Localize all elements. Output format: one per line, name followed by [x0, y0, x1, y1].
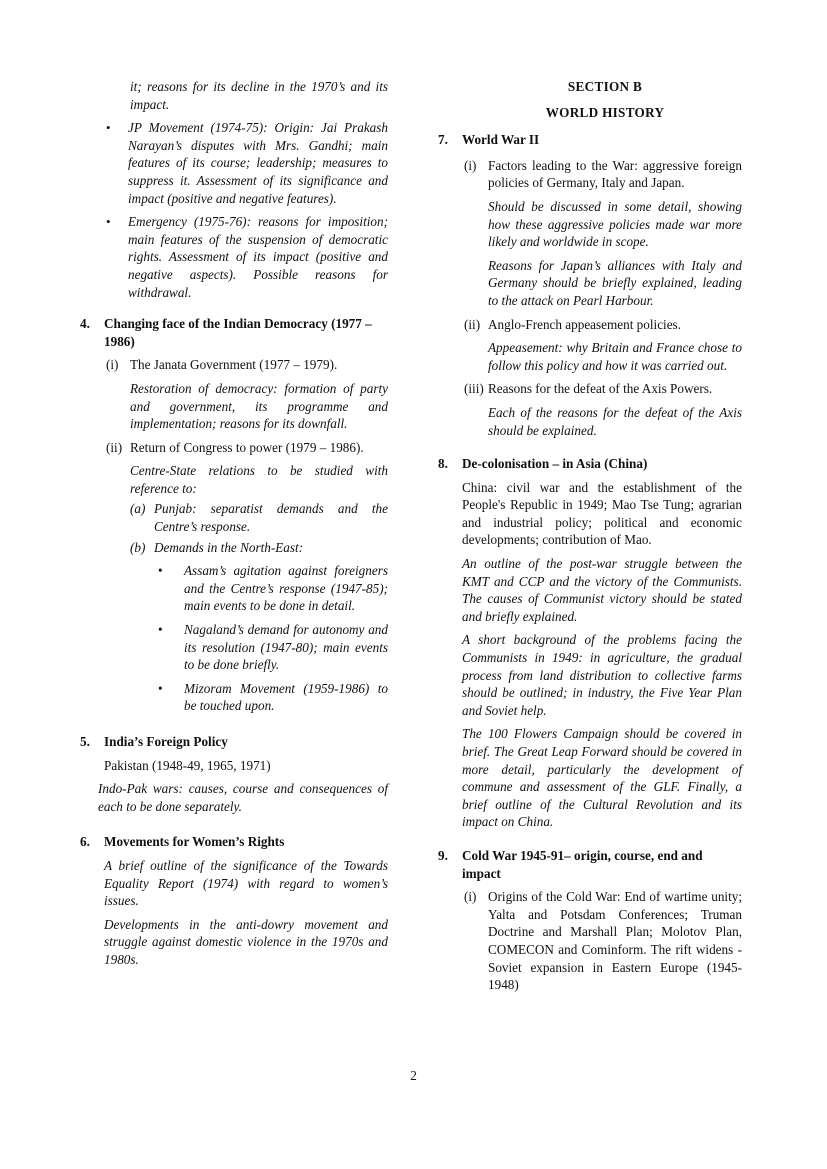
bullet-icon: •	[106, 214, 111, 230]
note: Indo-Pak wars: causes, course and consequences of each to be done separately.	[98, 781, 388, 814]
note: Reasons for Japan’s alliances with Italy and Germany should be briefly explained, leading to the attack on Pearl Harbour.	[488, 257, 742, 308]
list-item: • Mizoram Movement (1959-1986) to be touched upon.	[80, 680, 388, 715]
note: A short background of the problems facing the Communists in 1949: in agriculture, the gradual process from land distribution to collective farms should be outlined; in industry, the Five Year Plan and Soviet help.	[462, 632, 742, 718]
subitem-ii: (ii) Anglo-French appeasement policies.	[464, 316, 681, 332]
subitem-a: (a) Punjab: separatist demands and the Centre’s response.	[130, 501, 388, 535]
left-column	[80, 78, 388, 969]
note: Restoration of democracy: formation of party and government, its programme and implementation; reasons for its downfall.	[130, 380, 388, 432]
bullet-icon: •	[158, 563, 163, 579]
bullet-icon: •	[106, 120, 111, 136]
right-column	[438, 78, 742, 994]
list-item	[80, 213, 388, 301]
emergency-text: Emergency (1975-76): reasons for imposition; main features of the suspension of democratic rights. Assessment of its impact (positive and negative aspects). Possible reasons for withdrawal.	[128, 214, 388, 300]
body-text: China: civil war and the establishment of the People's Republic in 1949; Mao Tse Tung; agrarian and industrial policy; political and economic developments; contribution of Mao.	[462, 479, 742, 548]
list-item: • Assam’s agitation against foreigners and the Centre’s response (1947-85); main events to be done in detail.	[80, 562, 388, 615]
subitem-ii: (ii) Return of Congress to power (1979 – 1986).	[106, 439, 364, 455]
section-title: SECTION B	[567, 79, 643, 94]
subitem-iii: (iii) Reasons for the defeat of the Axis Powers.	[464, 381, 713, 397]
bullet-icon: •	[158, 680, 163, 696]
note: Appeasement: why Britain and France chose to follow this policy and how it was carried out.	[488, 340, 742, 373]
body-text: Pakistan (1948-49, 1965, 1971)	[104, 757, 271, 773]
list-item: • Nagaland’s demand for autonomy and its resolution (1947-80); main events to be done briefly.	[80, 621, 388, 674]
section-heading-8: 8. De-colonisation – in Asia (China)	[438, 456, 648, 472]
jp-movement-text: JP Movement (1974-75): Origin: Jai Prakash Narayan’s disputes with Mrs. Gandhi; main features of its course; leadership; measures to suppress it. Assessment of its significance and impact (positive and negative features).	[128, 120, 388, 206]
continued-text: it; reasons for its decline in the 1970’s and its impact.	[130, 79, 388, 112]
page-number: 2	[410, 1068, 417, 1083]
subitem-i: (i) Factors leading to the War: aggressive foreign policies of Germany, Italy and Japan.	[464, 157, 742, 191]
subject-title: WORLD HISTORY	[545, 104, 665, 120]
section-heading-6: 6. Movements for Women’s Rights	[80, 834, 285, 850]
note: A brief outline of the significance of the Towards Equality Report (1974) with regard to women’s issues.	[104, 857, 388, 909]
list-item	[80, 119, 388, 207]
section-heading-9: 9. Cold War 1945-91– origin, course, end and impact	[438, 847, 703, 881]
section-heading-5: 5. India’s Foreign Policy	[80, 734, 228, 749]
note: The 100 Flowers Campaign should be covered in brief. The Great Leap Forward should be covered in more detail, particularly the development of commune and assessment of the GLF. Finally, a brief outline of the Cultural Revolution and its impact on China.	[462, 726, 742, 830]
subitem-b: (b) Demands in the North-East:	[130, 539, 304, 555]
note: Should be discussed in some detail, showing how these aggressive policies made war more likely and worldwide in scope.	[488, 198, 742, 250]
subitem-i: (i) Origins of the Cold War: End of wartime unity; Yalta and Potsdam Conferences; Truman Doctrine and Marshall Plan; Molotov Plan, COMECON and Cominform. The rift widens - Soviet expansion in Eastern Europe (1945-1948)	[464, 889, 742, 993]
note: An outline of the post-war struggle between the KMT and CCP and the victory of the Communists. The causes of Communist victory should be stated and briefly explained.	[462, 556, 742, 624]
subitem-i: (i) The Janata Government (1977 – 1979).	[106, 357, 338, 373]
section-heading-4: 4. Changing face of the Indian Democracy (1977 – 1986)	[80, 316, 372, 349]
section-heading-7: 7. World War II	[438, 132, 540, 148]
note: Developments in the anti-dowry movement and struggle against domestic violence in the 1970s and 1980s.	[104, 916, 388, 967]
bullet-icon: •	[158, 622, 163, 638]
note: Each of the reasons for the defeat of the Axis should be explained.	[488, 404, 742, 438]
note: Centre-State relations to be studied with reference to:	[130, 463, 388, 496]
